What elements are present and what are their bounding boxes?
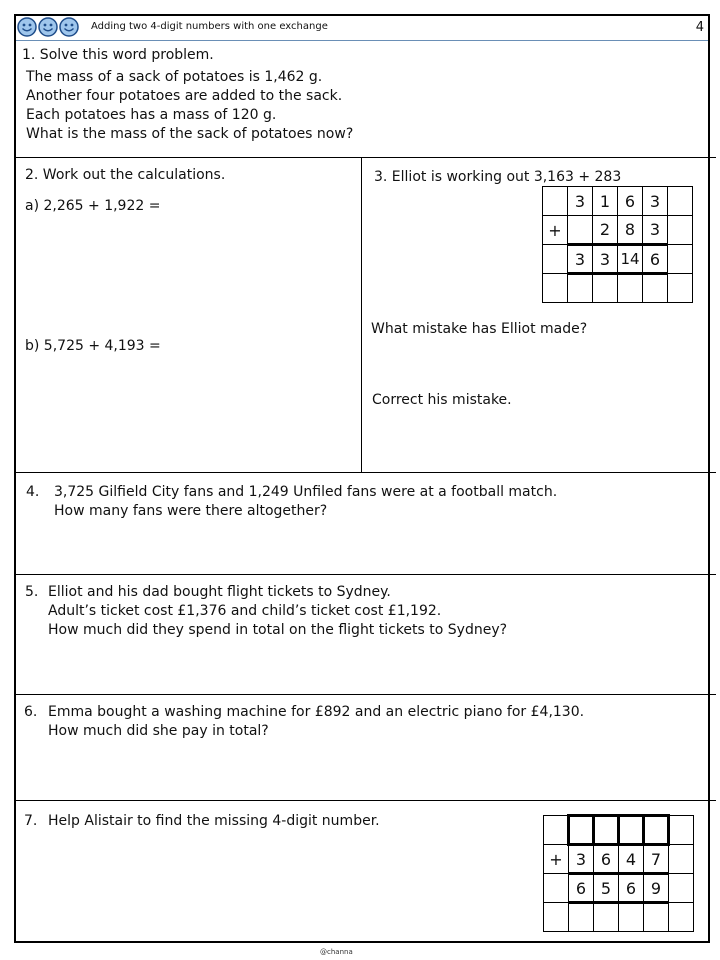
question-4-line: How many fans were there altogether?: [54, 503, 328, 519]
question-3-heading: 3. Elliot is working out 3,163 + 283: [374, 169, 622, 185]
grid-cell: [593, 274, 618, 303]
divider: [16, 157, 716, 158]
question-2b: b) 5,725 + 4,193 =: [25, 338, 161, 354]
grid-cell: 3: [643, 216, 668, 245]
grid-cell: [543, 245, 568, 274]
question-3-correct-prompt: Correct his mistake.: [372, 392, 512, 408]
grid-cell: [669, 816, 694, 845]
grid-cell: 3: [568, 187, 593, 216]
grid-cell: 4: [619, 845, 644, 874]
grid-cell: [618, 274, 643, 303]
question-5-number: 5.: [25, 584, 39, 600]
grid-cell: 14: [618, 245, 643, 274]
question-1-line: Each potatoes has a mass of 120 g.: [26, 107, 277, 123]
grid-cell: [619, 903, 644, 932]
smiley-faces: [17, 17, 79, 39]
grid-cell: +: [543, 216, 568, 245]
column-addition-grid: [542, 186, 693, 303]
grid-cell: 2: [593, 216, 618, 245]
grid-cell: 3: [569, 845, 594, 874]
grid-cell: [668, 216, 693, 245]
question-7-text: Help Alistair to find the missing 4-digit number.: [48, 813, 380, 829]
divider: [16, 800, 716, 801]
question-1-line: What is the mass of the sack of potatoes now?: [26, 126, 354, 142]
grid-cell: 5: [594, 874, 619, 903]
grid-cell: 3: [643, 187, 668, 216]
grid-cell: [669, 903, 694, 932]
missing-digit-box[interactable]: [569, 816, 594, 845]
grid-cell: [643, 274, 668, 303]
grid-cell: 6: [618, 187, 643, 216]
grid-cell: [568, 274, 593, 303]
divider: [16, 574, 716, 575]
grid-cell: [569, 903, 594, 932]
grid-cell: [543, 274, 568, 303]
grid-cell: [668, 245, 693, 274]
grid-cell: [669, 874, 694, 903]
grid-cell: [544, 874, 569, 903]
page-number: 4: [695, 20, 704, 35]
grid-cell: [644, 903, 669, 932]
grid-cell: 6: [619, 874, 644, 903]
smiley-face-icon: [17, 17, 37, 37]
question-2-heading: 2. Work out the calculations.: [25, 167, 226, 183]
question-5-line: Elliot and his dad bought flight tickets to Sydney.: [48, 584, 391, 600]
question-4-line: 3,725 Gilfield City fans and 1,249 Unfiled fans were at a football match.: [54, 484, 558, 500]
question-2a: a) 2,265 + 1,922 =: [25, 198, 161, 214]
grid-cell: 8: [618, 216, 643, 245]
missing-digit-box[interactable]: [644, 816, 669, 845]
grid-cell: [668, 187, 693, 216]
grid-cell: 6: [569, 874, 594, 903]
question-6-line: How much did she pay in total?: [48, 723, 269, 739]
worksheet: [14, 14, 710, 943]
grid-cell: [544, 816, 569, 845]
question-3-mistake-prompt: What mistake has Elliot made?: [371, 321, 588, 337]
grid-cell: 9: [644, 874, 669, 903]
grid-cell: [668, 274, 693, 303]
smiley-face-icon: [59, 17, 79, 37]
question-7-number: 7.: [24, 813, 38, 829]
question-6-number: 6.: [24, 704, 38, 720]
missing-digit-box[interactable]: [594, 816, 619, 845]
grid-cell: 6: [643, 245, 668, 274]
missing-number-grid: [543, 814, 694, 932]
header-bar: [16, 16, 708, 41]
divider: [16, 694, 716, 695]
grid-cell: +: [544, 845, 569, 874]
grid-cell: 1: [593, 187, 618, 216]
grid-cell: 6: [594, 845, 619, 874]
footer-credit: @channa: [320, 948, 353, 956]
question-4-number: 4.: [26, 484, 40, 500]
question-6-line: Emma bought a washing machine for £892 and an electric piano for £4,130.: [48, 704, 585, 720]
grid-cell: [669, 845, 694, 874]
question-1-heading: 1. Solve this word problem.: [22, 47, 214, 63]
grid-cell: 7: [644, 845, 669, 874]
missing-digit-box[interactable]: [619, 816, 644, 845]
grid-cell: 3: [568, 245, 593, 274]
smiley-face-icon: [38, 17, 58, 37]
question-5-line: Adult’s ticket cost £1,376 and child’s ticket cost £1,192.: [48, 603, 442, 619]
grid-cell: [594, 903, 619, 932]
question-5-line: How much did they spend in total on the flight tickets to Sydney?: [48, 622, 508, 638]
grid-cell: [568, 216, 593, 245]
question-1-line: Another four potatoes are added to the sack.: [26, 88, 343, 104]
worksheet-title: Adding two 4-digit numbers with one exchange: [91, 21, 328, 32]
grid-cell: [544, 903, 569, 932]
question-1-line: The mass of a sack of potatoes is 1,462 g.: [26, 69, 323, 85]
divider: [16, 472, 716, 473]
column-divider: [361, 157, 362, 472]
grid-cell: 3: [593, 245, 618, 274]
grid-cell: [543, 187, 568, 216]
